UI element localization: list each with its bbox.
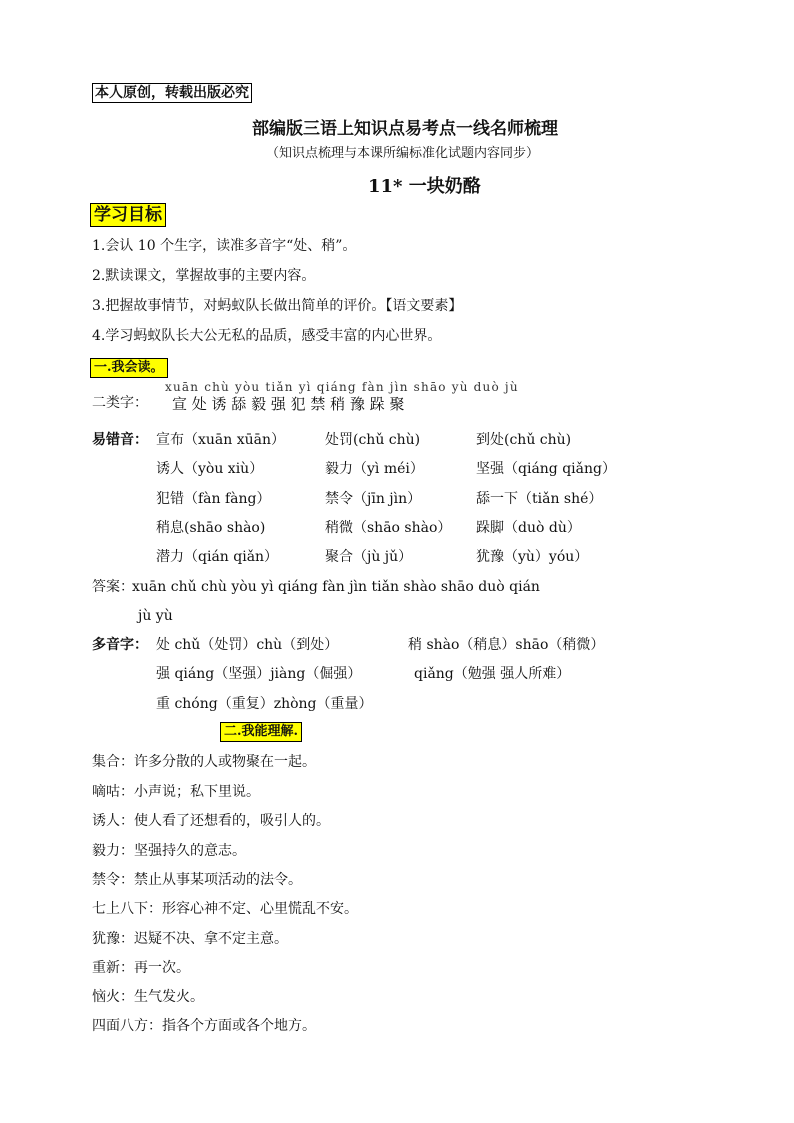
yicuo-cell: 禁令（jīn jìn） <box>325 491 422 507</box>
definition-item: 禁令：禁止从事某项活动的法令。 <box>92 872 302 888</box>
yicuo-cell: 潜力（qián qiǎn） <box>156 549 279 565</box>
yicuo-cell: 宣布（xuān xūān） <box>156 432 286 448</box>
definition-item: 嘀咕：小声说；私下里说。 <box>92 784 260 800</box>
duoyin-cell: qiǎng（勉强 强人所难） <box>414 666 571 682</box>
answer-label: 答案： <box>92 579 134 595</box>
yicuo-cell: 坚强（qiáng qiǎng） <box>476 461 616 477</box>
page-title: 部编版三语上知识点易考点一线名师梳理 <box>252 119 558 139</box>
duoyin-cell: 强 qiáng（坚强）jiàng（倔强） <box>156 666 362 682</box>
definition-item: 集合：许多分散的人或物聚在一起。 <box>92 754 316 770</box>
yicuo-cell: 诱人（yòu xiù） <box>156 461 264 477</box>
duoyin-label: 多音字： <box>92 637 148 653</box>
duoyin-cell: 稍 shào（稍息）shāo（稍微） <box>408 637 605 653</box>
yicuo-cell: 毅力（yì méi） <box>325 461 424 477</box>
definition-item: 诱人：使人看了还想看的，吸引人的。 <box>92 813 330 829</box>
yicuo-cell: 犯错（fàn fàng） <box>156 491 271 507</box>
yicuo-label: 易错音： <box>92 432 148 448</box>
definition-item: 恼火：生气发火。 <box>92 989 204 1005</box>
yicuo-cell: 舔一下（tiǎn shé） <box>476 491 603 507</box>
goal-item: 3.把握故事情节，对蚂蚁队长做出简单的评价。【语文要素】 <box>92 298 463 314</box>
answer-line: xuān chǔ chù yòu yì qiáng fàn jìn tiǎn shào shāo duò qián <box>132 579 540 595</box>
duoyin-cell: 重 chóng（重复）zhòng（重量） <box>156 696 373 712</box>
erlei-pinyin-row: xuān chù yòu tiǎn yì qiáng fàn jìn shāo yù duò jù <box>165 380 519 394</box>
erlei-label: 二类字： <box>92 395 148 411</box>
goals-heading: 学习目标 <box>90 203 166 227</box>
answer-line: jù yù <box>138 608 173 624</box>
yicuo-cell: 犹豫（yù）yóu） <box>476 549 589 565</box>
section-1-heading: 一.我会读。 <box>90 358 168 378</box>
yicuo-cell: 跺脚（duò dù） <box>476 520 581 536</box>
yicuo-cell: 聚合（jù jǔ） <box>325 549 413 565</box>
yicuo-cell: 稍微（shāo shào） <box>325 520 452 536</box>
section-2-heading: 二.我能理解. <box>220 722 302 742</box>
definition-item: 犹豫：迟疑不决、拿不定主意。 <box>92 931 288 947</box>
yicuo-cell: 处罚(chǔ chù) <box>325 432 421 448</box>
definition-item: 重新：再一次。 <box>92 960 190 976</box>
page-subtitle: （知识点梳理与本课所编标准化试题内容同步） <box>266 146 540 161</box>
definition-item: 七上八下：形容心神不定、心里慌乱不安。 <box>92 901 358 917</box>
yicuo-cell: 稍息(shāo shào) <box>156 520 266 536</box>
goal-item: 4.学习蚂蚁队长大公无私的品质，感受丰富的内心世界。 <box>92 328 442 344</box>
copyright-notice: 本人原创，转载出版必究 <box>92 83 252 103</box>
definition-item: 毅力：坚强持久的意志。 <box>92 843 246 859</box>
yicuo-cell: 到处(chǔ chù) <box>476 432 572 448</box>
duoyin-cell: 处 chǔ（处罚）chù（到处） <box>156 637 339 653</box>
goal-item: 2.默读课文，掌握故事的主要内容。 <box>92 268 316 284</box>
lesson-title: 11* 一块奶酪 <box>368 176 481 197</box>
goal-item: 1.会认 10 个生字，读准多音字“处、稍”。 <box>92 238 357 254</box>
definition-item: 四面八方：指各个方面或各个地方。 <box>92 1018 316 1034</box>
erlei-chars: 宣 处 诱 舔 毅 强 犯 禁 稍 豫 跺 聚 <box>172 395 405 413</box>
